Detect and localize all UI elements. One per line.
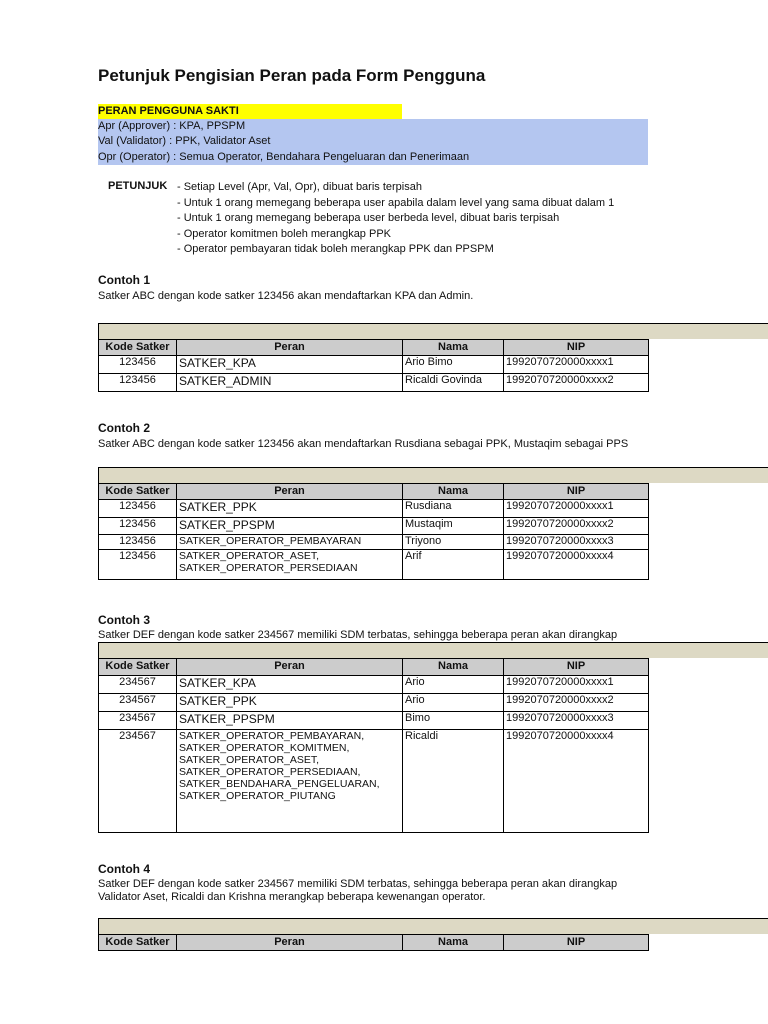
cell-nip: 1992070720000xxxx1	[504, 676, 649, 694]
cell-kode: 234567	[99, 694, 177, 712]
cell-kode: 234567	[99, 730, 177, 833]
header-nip: NIP	[504, 935, 649, 951]
cell-nama: Ricaldi Govinda	[403, 374, 504, 392]
petunjuk-item: - Operator pembayaran tidak boleh merangkap PPK dan PPSPM	[177, 243, 494, 255]
header-nama: Nama	[403, 484, 504, 500]
cell-peran: SATKER_PPK	[177, 500, 403, 518]
table-row	[99, 374, 649, 392]
contoh4-table	[98, 934, 649, 951]
cell-peran: SATKER_PPSPM	[177, 518, 403, 535]
table-row	[99, 730, 649, 833]
cell-nip: 1992070720000xxxx3	[504, 712, 649, 730]
header-kode-satker: Kode Satker	[99, 340, 177, 356]
cell-peran: SATKER_PPSPM	[177, 712, 403, 730]
contoh1-band	[98, 323, 768, 339]
sakti-roles-box	[98, 119, 648, 165]
cell-nip: 1992070720000xxxx2	[504, 694, 649, 712]
contoh3-band	[98, 642, 768, 658]
header-peran: Peran	[177, 935, 403, 951]
cell-peran: SATKER_KPA	[177, 676, 403, 694]
cell-peran: SATKER_KPA	[177, 356, 403, 374]
sakti-line-approver: Apr (Approver) : KPA, PPSPM	[98, 120, 246, 132]
cell-nip: 1992070720000xxxx3	[504, 535, 649, 550]
contoh4-desc-line1: Satker DEF dengan kode satker 234567 memiliki SDM terbatas, sehingga beberapa peran akan dirangkap	[98, 878, 618, 890]
header-nip: NIP	[504, 484, 649, 500]
cell-nama: Ario	[403, 694, 504, 712]
cell-nip: 1992070720000xxxx1	[504, 500, 649, 518]
header-nip: NIP	[504, 659, 649, 676]
contoh4-band	[98, 918, 768, 934]
header-kode-satker: Kode Satker	[99, 484, 177, 500]
table-row	[99, 500, 649, 518]
header-nama: Nama	[403, 659, 504, 676]
contoh3-desc: Satker DEF dengan kode satker 234567 memiliki SDM terbatas, sehingga beberapa peran akan dirangkap	[98, 629, 618, 641]
table-row	[99, 712, 649, 730]
table-header-row	[99, 484, 649, 500]
header-kode-satker: Kode Satker	[99, 659, 177, 676]
cell-nama: Arif	[403, 550, 504, 580]
cell-peran: SATKER_PPK	[177, 694, 403, 712]
cell-peran: SATKER_OPERATOR_PEMBAYARAN	[177, 535, 403, 550]
table-row	[99, 518, 649, 535]
header-kode-satker: Kode Satker	[99, 935, 177, 951]
contoh1-desc: Satker ABC dengan kode satker 123456 akan mendaftarkan KPA dan Admin.	[98, 290, 474, 302]
table-row	[99, 550, 649, 580]
table-header-row	[99, 340, 649, 356]
cell-nip: 1992070720000xxxx2	[504, 518, 649, 535]
cell-kode: 123456	[99, 500, 177, 518]
cell-kode: 123456	[99, 356, 177, 374]
table-header-row	[99, 935, 649, 951]
page-title: Petunjuk Pengisian Peran pada Form Pengguna	[98, 66, 486, 85]
contoh3-table	[98, 658, 649, 833]
header-nama: Nama	[403, 935, 504, 951]
cell-nip: 1992070720000xxxx4	[504, 550, 649, 580]
contoh4-title: Contoh 4	[98, 862, 150, 876]
contoh2-table	[98, 483, 649, 580]
header-peran: Peran	[177, 484, 403, 500]
cell-kode: 234567	[99, 712, 177, 730]
header-peran: Peran	[177, 659, 403, 676]
petunjuk-item: - Operator komitmen boleh merangkap PPK	[177, 227, 391, 240]
contoh2-band	[98, 467, 768, 483]
cell-kode: 123456	[99, 374, 177, 392]
cell-nama: Rusdiana	[403, 500, 504, 518]
table-row	[99, 535, 649, 550]
header-peran: Peran	[177, 340, 403, 356]
petunjuk-item: - Setiap Level (Apr, Val, Opr), dibuat baris terpisah	[177, 181, 422, 193]
table-header-row	[99, 659, 649, 676]
petunjuk-item: - Untuk 1 orang memegang beberapa user berbeda level, dibuat baris terpisah	[177, 212, 560, 224]
contoh2-title: Contoh 2	[98, 421, 150, 435]
cell-kode: 234567	[99, 676, 177, 694]
petunjuk-label: PETUNJUK	[108, 180, 168, 192]
cell-nama: Ario	[403, 676, 504, 694]
cell-nama: Mustaqim	[403, 518, 504, 535]
cell-nama: Bimo	[403, 712, 504, 730]
header-nama: Nama	[403, 340, 504, 356]
contoh3-title: Contoh 3	[98, 613, 150, 627]
cell-nip: 1992070720000xxxx2	[504, 374, 649, 392]
contoh1-title: Contoh 1	[98, 273, 150, 287]
petunjuk-item: - Untuk 1 orang memegang beberapa user apabila dalam level yang sama dibuat dalam 1	[177, 196, 615, 209]
contoh1-table	[98, 339, 649, 392]
sakti-heading: PERAN PENGGUNA SAKTI	[98, 104, 402, 119]
table-row	[99, 694, 649, 712]
sakti-line-operator: Opr (Operator) : Semua Operator, Bendahara Pengeluaran dan Penerimaan	[98, 150, 470, 163]
petunjuk-list	[177, 180, 648, 258]
cell-nama: Ario Bimo	[403, 356, 504, 374]
contoh2-desc: Satker ABC dengan kode satker 123456 akan mendaftarkan Rusdiana sebagai PPK, Mustaqim sebagai PPS	[98, 438, 629, 450]
cell-kode: 123456	[99, 518, 177, 535]
cell-peran: SATKER_OPERATOR_PEMBAYARAN, SATKER_OPERATOR_KOMITMEN, SATKER_OPERATOR_ASET, SATKER_OPERATOR_PERSEDIAAN, SATKER_BENDAHARA_PENGELUARAN, SATKER_OPERATOR_PIUTANG	[177, 730, 403, 833]
cell-kode: 123456	[99, 550, 177, 580]
cell-kode: 123456	[99, 535, 177, 550]
cell-nip: 1992070720000xxxx4	[504, 730, 649, 833]
contoh4-desc-line2: Validator Aset, Ricaldi dan Krishna merangkap beberapa kewenangan operator.	[98, 891, 486, 903]
cell-nip: 1992070720000xxxx1	[504, 356, 649, 374]
header-nip: NIP	[504, 340, 649, 356]
cell-nama: Triyono	[403, 535, 504, 550]
cell-peran: SATKER_ADMIN	[177, 374, 403, 392]
cell-nama: Ricaldi	[403, 730, 504, 833]
cell-peran: SATKER_OPERATOR_ASET, SATKER_OPERATOR_PERSEDIAAN	[177, 550, 403, 580]
table-row	[99, 676, 649, 694]
table-row	[99, 356, 649, 374]
sakti-line-validator: Val (Validator) : PPK, Validator Aset	[98, 135, 271, 148]
